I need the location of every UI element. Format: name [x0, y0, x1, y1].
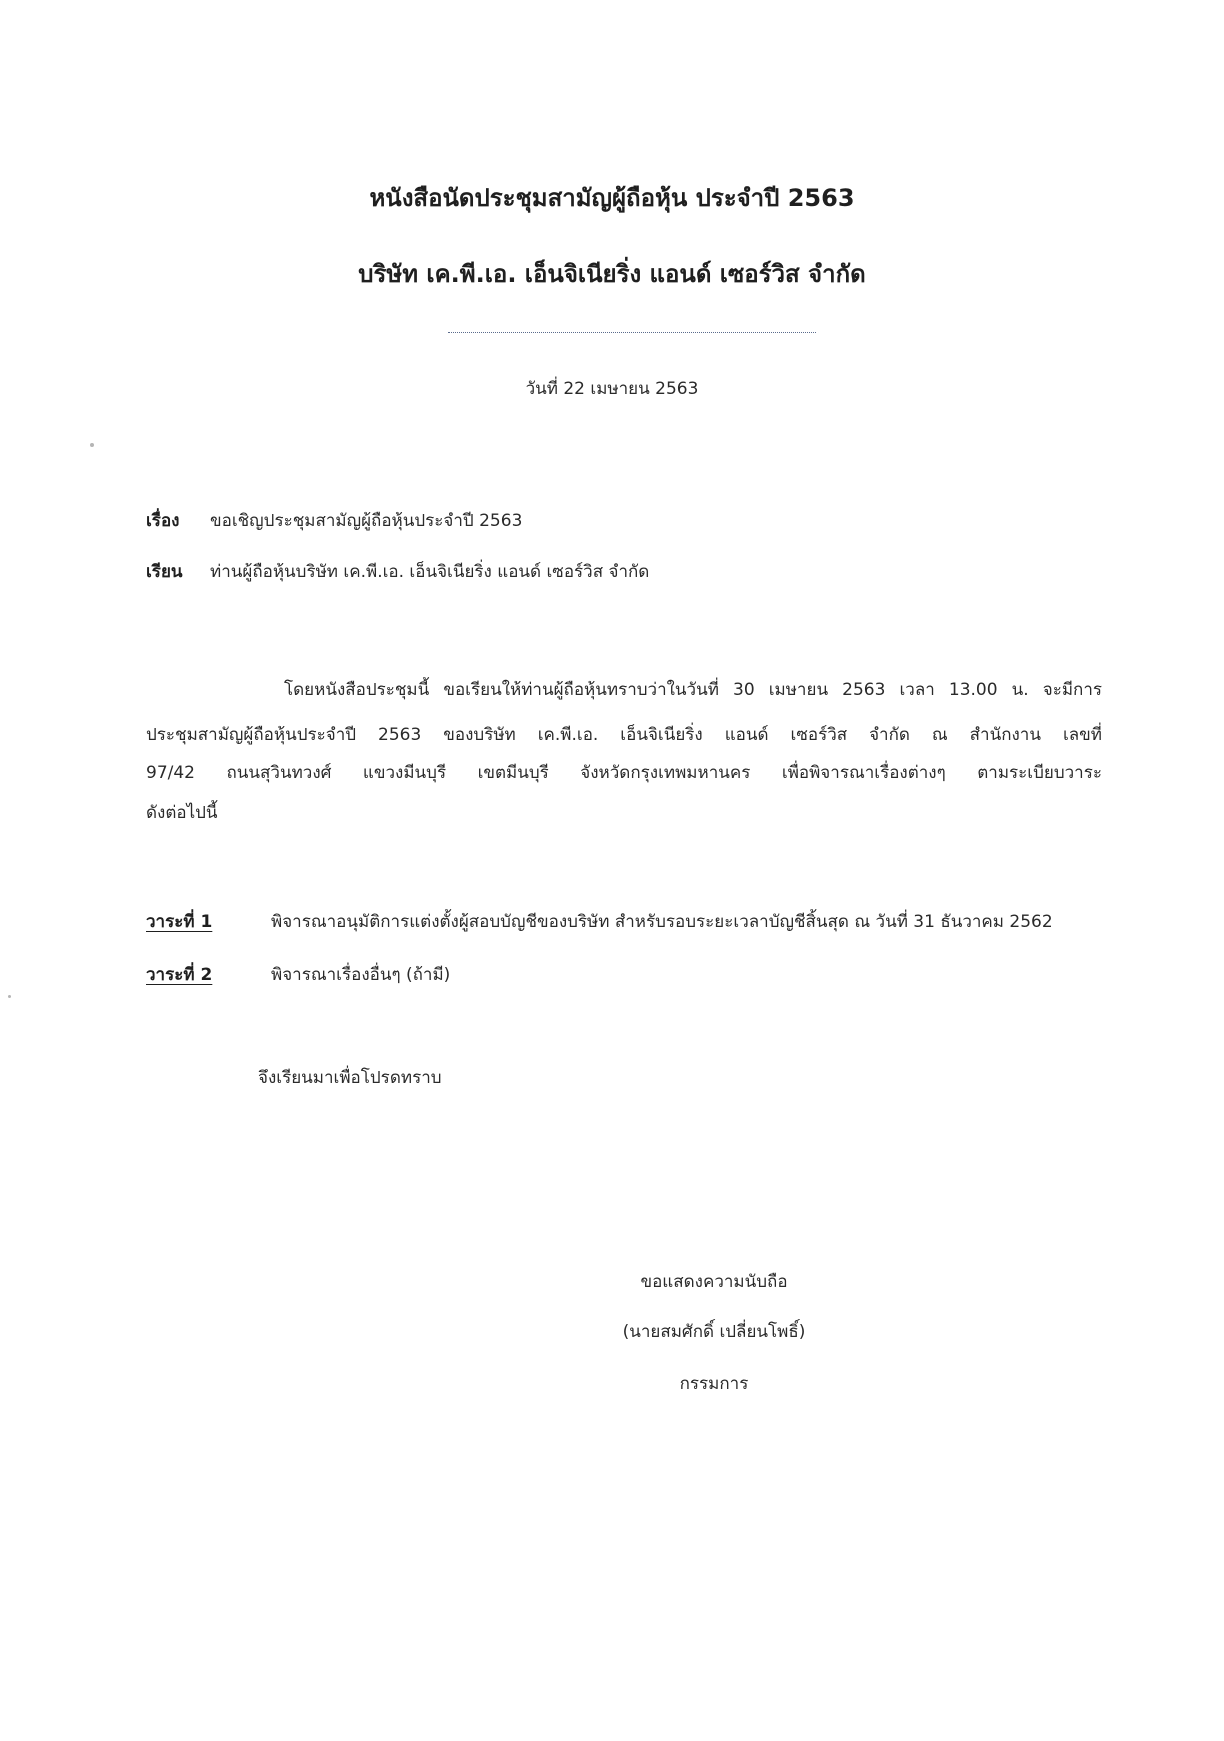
recipient-label: เรียน — [146, 562, 183, 582]
subject-text: ขอเชิญประชุมสามัญผู้ถือหุ้นประจำปี 2563 — [210, 511, 523, 531]
signatory-name: (นายสมศักดิ์ เปลี่ยนโพธิ์) — [622, 1322, 806, 1342]
agenda-item-1-label: วาระที่ 1 — [146, 912, 213, 932]
signatory-position: กรรมการ — [679, 1374, 749, 1394]
signature-regards: ขอแสดงความนับถือ — [640, 1272, 788, 1292]
document-date: วันที่ 22 เมษายน 2563 — [525, 379, 699, 399]
body-line: ดังต่อไปนี้ — [146, 803, 218, 823]
agenda-item-1-text: พิจารณาอนุมัติการแต่งตั้งผู้สอบบัญชีของบริษัท สำหรับรอบระยะเวลาบัญชีสิ้นสุด ณ วันที่ 31 ธันวาคม 2562 — [271, 912, 1053, 932]
scan-speck — [90, 443, 94, 447]
subject-label: เรื่อง — [146, 511, 180, 531]
body-line: 97/42 ถนนสุวินทวงศ์ แขวงมีนบุรี เขตมีนบุรี จังหวัดกรุงเทพมหานคร เพื่อพิจารณาเรื่องต่างๆ ตามระเบียบวาระ — [146, 763, 1102, 783]
body-line: โดยหนังสือประชุมนี้ ขอเรียนให้ท่านผู้ถือหุ้นทราบว่าในวันที่ 30 เมษายน 2563 เวลา 13.00 น. จะมีการ — [284, 680, 1102, 700]
dotted-divider — [448, 332, 816, 333]
company-name-heading: บริษัท เค.พี.เอ. เอ็นจิเนียริ่ง แอนด์ เซอร์วิส จำกัด — [358, 260, 866, 288]
body-line: ประชุมสามัญผู้ถือหุ้นประจำปี 2563 ของบริษัท เค.พี.เอ. เอ็นจิเนียริ่ง แอนด์ เซอร์วิส จำกัด ณ สำนักงาน เลขที่ — [146, 725, 1102, 745]
document-title: หนังสือนัดประชุมสามัญผู้ถือหุ้น ประจำปี 2563 — [369, 184, 855, 212]
agenda-item-2-text: พิจารณาเรื่องอื่นๆ (ถ้ามี) — [271, 965, 451, 985]
scan-speck — [8, 995, 11, 998]
agenda-item-2-label: วาระที่ 2 — [146, 965, 213, 985]
closing-line: จึงเรียนมาเพื่อโปรดทราบ — [258, 1068, 442, 1088]
recipient-text: ท่านผู้ถือหุ้นบริษัท เค.พี.เอ. เอ็นจิเนียริ่ง แอนด์ เซอร์วิส จำกัด — [210, 562, 650, 582]
